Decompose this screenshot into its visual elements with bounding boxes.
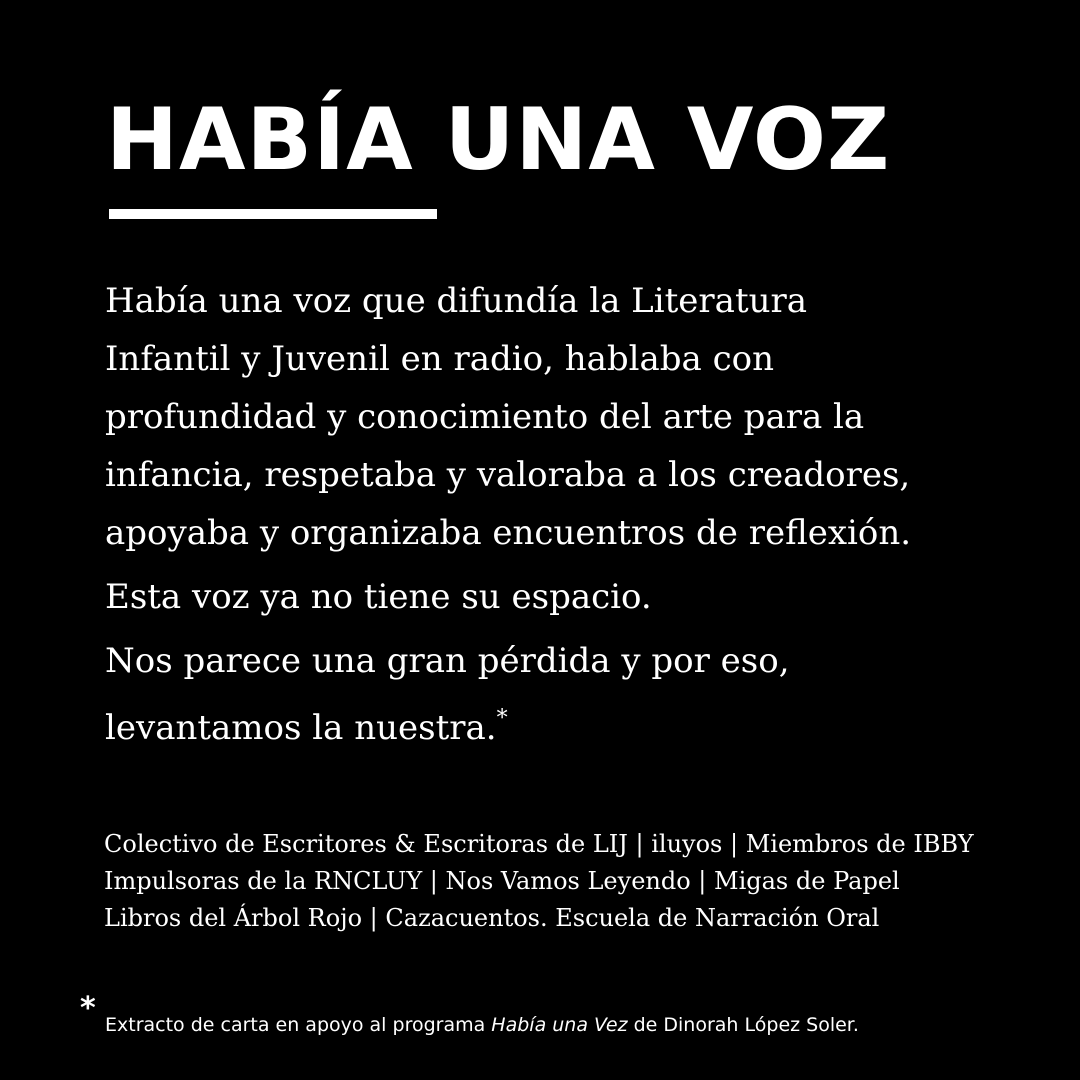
statement-line: Nos parece una gran pérdida y por eso, bbox=[105, 641, 790, 681]
statement-text bbox=[105, 272, 1025, 757]
statement-line: infancia, respetaba y valoraba a los creadores, bbox=[105, 455, 911, 495]
program-name: Había una Vez bbox=[491, 1014, 628, 1036]
footnote-marker: * bbox=[496, 706, 508, 731]
page-title: HABÍA UNA VOZ bbox=[106, 90, 891, 190]
statement-line: apoyaba y organizaba encuentros de reflexión. bbox=[105, 513, 912, 553]
statement-paragraph-2: Esta voz ya no tiene su espacio. bbox=[105, 577, 652, 617]
signatories-line: Libros del Árbol Rojo | Cazacuentos. Escuela de Narración Oral bbox=[104, 904, 880, 932]
statement-paragraph-1 bbox=[105, 272, 1025, 562]
signatories-list bbox=[104, 826, 974, 937]
signatories-line: Impulsoras de la RNCLUY | Nos Vamos Leyendo | Migas de Papel bbox=[104, 867, 900, 895]
footnote-text-after: de Dinorah López Soler. bbox=[627, 1014, 859, 1036]
signatories-line: Colectivo de Escritores & Escritoras de LIJ | iluyos | Miembros de IBBY bbox=[104, 830, 974, 858]
statement-line: profundidad y conocimiento del arte para la bbox=[105, 397, 865, 437]
footnote-text bbox=[105, 1012, 859, 1038]
title-underline bbox=[109, 209, 437, 219]
statement-line: Había una voz que difundía la Literatura bbox=[105, 281, 808, 321]
statement-paragraph-3 bbox=[105, 632, 1025, 757]
statement-line: levantamos la nuestra. bbox=[105, 708, 497, 748]
asterisk-icon: * bbox=[80, 991, 96, 1026]
statement-line: Infantil y Juvenil en radio, hablaba con bbox=[105, 339, 775, 379]
footnote-text-before: Extracto de carta en apoyo al programa bbox=[105, 1014, 492, 1036]
